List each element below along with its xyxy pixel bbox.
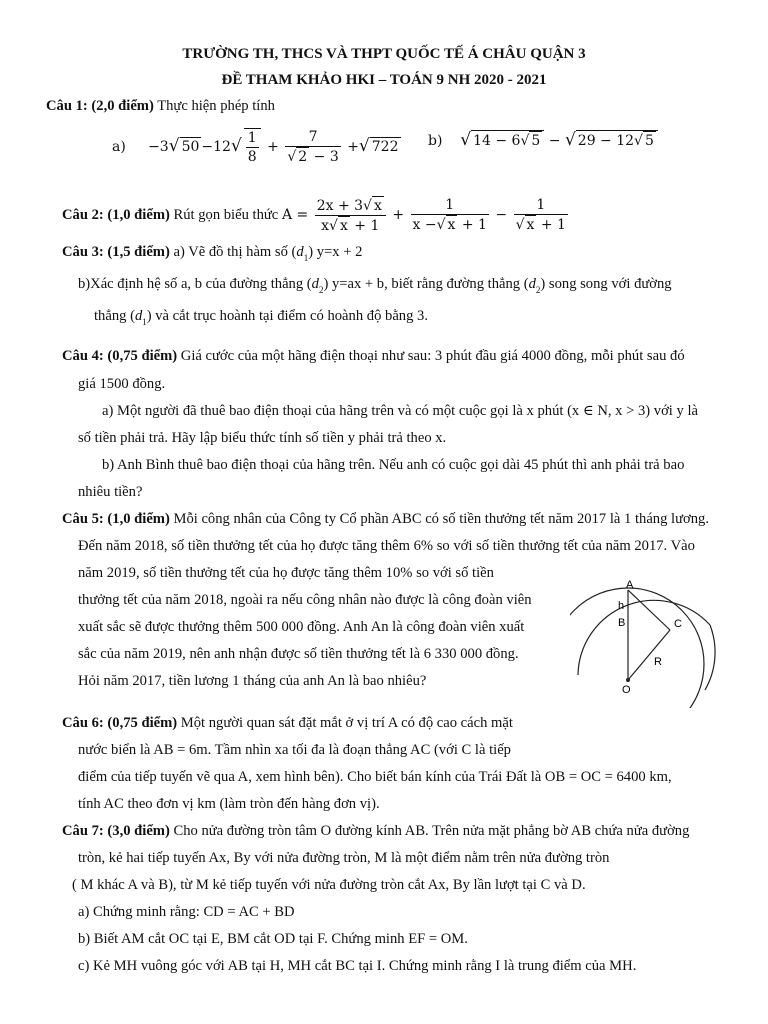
earth-tangent-figure — [570, 570, 730, 708]
q7-label: Câu 7: (3,0 điểm) — [62, 823, 170, 839]
q1a-label: a) — [112, 139, 126, 155]
q7b-line: b) Biết AM cắt OC tại E, BM cắt OD tại F. Chứng minh EF = OM. — [78, 931, 468, 947]
q1a-frac2-den: √ 2 − 3 — [287, 149, 339, 165]
q4-label-rest: : (0,75 điểm) — [98, 348, 178, 364]
q4-label-main: Câu 4 — [62, 348, 99, 364]
q3b-sub2b: 2 — [535, 285, 541, 295]
q1a-term1: −3 — [148, 139, 169, 155]
label-a: A — [626, 579, 634, 591]
q1a-frac2 — [285, 128, 340, 166]
q3b-text1: b)Xác định hệ số a, b của đường thẳng ( — [78, 276, 312, 292]
q6-label: Câu 6: (0,75 điểm) — [62, 715, 178, 731]
q3b-line1 — [78, 274, 672, 295]
q1a-frac2-den-term: − 3 — [313, 149, 339, 165]
q2-frac1 — [315, 196, 386, 235]
q7-line2: tròn, kẻ hai tiếp tuyến Ax, By với nửa đường tròn, M là một điểm nằm trên nửa đường tròn — [78, 850, 610, 866]
earth-circle-arc-left — [578, 600, 710, 675]
q3b-line2 — [94, 306, 428, 327]
q3-d1: d — [296, 244, 304, 260]
q1a-radicand3: 722 — [371, 139, 399, 155]
q2-frac3-den: √ x + 1 — [515, 217, 566, 233]
q1a-plus1: + — [267, 139, 279, 155]
exam-title: ĐỀ THAM KHẢO HKI – TOÁN 9 NH 2020 - 2021 — [221, 72, 547, 88]
sqrt-sign: √ — [460, 130, 472, 150]
q2-label-rest: : (1,0 điểm) — [98, 207, 170, 223]
q6-text1: Một người quan sát đặt mắt ở vị trí A có độ cao cách mặt — [177, 715, 513, 731]
q6-line4: tính AC theo đơn vị km (làm tròn đến hàng đơn vị). — [78, 796, 380, 812]
q3b-d2b: d — [528, 276, 536, 292]
q1a-expression — [112, 126, 401, 167]
q1-text: Thực hiện phép tính — [153, 98, 275, 114]
q3b2-text1: thẳng ( — [94, 308, 135, 324]
q5-line4: thưởng tết của năm 2018, ngoài ra nếu công nhân nào được là công đoàn viên — [78, 592, 532, 608]
q2-line — [62, 195, 570, 235]
q3b-sub2: 2 — [318, 285, 324, 295]
q1b-r2-inner: 5 — [644, 133, 654, 149]
q4b-line2: nhiêu tiền? — [78, 484, 143, 500]
q2-expression — [281, 197, 570, 234]
q4b-line1: b) Anh Bình thuê bao điện thoại của hãng trên. Nếu anh có cuộc gọi dài 45 phút thì anh phải trả bao — [102, 457, 685, 473]
q1b-expression — [428, 130, 658, 151]
q3-label: Câu 3: (1,5 điểm) — [62, 244, 170, 260]
q2-frac3 — [514, 196, 568, 234]
q1a-frac2-den-radicand: 2 — [298, 149, 308, 165]
q2-frac1-num-r: x — [373, 197, 382, 214]
q2-frac1-num-a: 2x + 3 — [316, 197, 364, 214]
school-name: TRƯỜNG TH, THCS VÀ THPT QUỐC TẾ Á CHÂU QUẬN 3 — [182, 46, 586, 62]
sqrt-sign: √ — [168, 136, 180, 156]
q4-line2: giá 1500 đồng. — [78, 376, 166, 392]
q5-line1 — [62, 509, 709, 529]
q4-label — [62, 348, 177, 364]
q1b-radicand2: 29 − 12√ 5 — [576, 130, 658, 150]
q7-text1: Cho nửa đường tròn tâm O đường kính AB. Trên nửa mặt phẳng bờ AB chứa nửa đường — [169, 823, 690, 839]
q7-line1 — [62, 821, 689, 841]
q2-plus: + — [392, 207, 405, 223]
q2-frac1-den: x√ x + 1 — [321, 217, 380, 234]
q1a-radicand1: 50 — [181, 139, 200, 155]
q2-frac2-den-a: x − — [412, 217, 437, 233]
earth-circle-arc-right — [705, 625, 715, 690]
q4a-line2: số tiền phải trả. Hãy lập biểu thức tính số tiền y phải trả theo x. — [78, 430, 447, 446]
q2-frac2-num: 1 — [411, 196, 489, 215]
q2-frac1-num: 2x + 3√ x — [315, 196, 386, 216]
q2-minus: − — [495, 207, 508, 223]
label-h: h — [618, 600, 625, 612]
q2-label — [62, 207, 170, 223]
q5-label: Câu 5: (1,0 điểm) — [62, 511, 170, 527]
q3b2-sub1: 1 — [142, 317, 147, 327]
radius-oc — [628, 630, 670, 680]
q4a-line1: a) Một người đã thuê bao điện thoại của hãng trên và có một cuộc gọi là x phút (x ∈ N, x > 3) với y là — [102, 403, 698, 419]
q3-line1 — [62, 242, 362, 263]
label-o: O — [622, 684, 631, 696]
q5-line5: xuất sắc sẽ được thưởng thêm 500 000 đồng. Anh An là công đoàn viên xuất — [78, 619, 525, 635]
q2-frac1-den-a: x — [321, 217, 330, 234]
q1b-r1-inner: 5 — [531, 133, 541, 149]
q2-frac1-den-r: x — [339, 217, 348, 234]
label-c: C — [674, 618, 682, 630]
q5-line3: năm 2019, số tiền thưởng tết của họ được tăng thêm 10% so với số tiền — [78, 565, 494, 581]
point-o — [626, 678, 630, 682]
q3b2-text2: ) và cắt trục hoành tại điểm có hoành độ bằng 3. — [146, 308, 428, 324]
q2-frac1-den-b: + 1 — [349, 217, 380, 234]
q3b-text2: ) y=ax + b, biết rằng đường thẳng ( — [323, 276, 529, 292]
q2-frac2-den-b: + 1 — [457, 217, 487, 233]
q5-line7: Hỏi năm 2017, tiền lương 1 tháng của anh An là bao nhiêu? — [78, 673, 427, 689]
sqrt-sign: √ — [358, 136, 370, 156]
q1b-r1-text: 14 − 6 — [473, 133, 521, 149]
q2-frac3-den-b: + 1 — [536, 217, 566, 233]
q5-line2: Đến năm 2018, số tiền thưởng tết của họ được tăng thêm 6% so với số tiền thưởng tết của năm 2017. Vào — [78, 538, 695, 554]
q1b-r2-text: 29 − 12 — [577, 133, 635, 149]
q7-line3: ( M khác A và B), từ M kẻ tiếp tuyến với nửa đường tròn cắt Ax, By lần lượt tại C và D. — [72, 877, 586, 893]
q6-line2: nước biển là AB = 6m. Tầm nhìn xa tối đa là đoạn thẳng AC (với C là tiếp — [78, 742, 511, 758]
q1b-label: b) — [428, 133, 443, 149]
q2-frac3-num: 1 — [514, 196, 568, 215]
q6-line3: điểm của tiếp tuyến vẽ qua A, xem hình bên). Cho biết bán kính của Trái Đất là OB = OC = 6400 km, — [78, 769, 672, 785]
q3a-text2: ) y=x + 2 — [308, 244, 363, 260]
q1a-frac1-num: 1 — [247, 130, 257, 146]
q1a-frac1 — [244, 128, 261, 166]
q5-text1: Mỗi công nhân của Công ty Cổ phần ABC có số tiền thưởng tết năm 2017 là 1 tháng lương. — [169, 511, 709, 527]
sqrt-sign: √ — [230, 136, 242, 156]
q3a-text1: a) Vẽ đồ thị hàm số ( — [169, 244, 297, 260]
q1b-minus: − — [548, 133, 561, 149]
q6-line1 — [62, 713, 513, 733]
q2-frac2 — [411, 196, 489, 234]
q3b-text3: ) song song với đường — [540, 276, 672, 292]
q4-text1: Giá cước của một hãng điện thoại như sau: 3 phút đầu giá 4000 đồng, mỗi phút sau đó — [177, 348, 685, 364]
q7c-line: c) Kẻ MH vuông góc với AB tại H, MH cắt BC tại I. Chứng minh rằng I là trung điểm của MH. — [78, 958, 637, 974]
q1a-term2: −12 — [201, 139, 231, 155]
q4-line1 — [62, 346, 685, 366]
q7a-line: a) Chứng minh rằng: CD = AC + BD — [78, 904, 295, 920]
q3b2-d1: d — [134, 308, 143, 324]
q1-heading — [46, 96, 275, 116]
tangent-ac — [628, 590, 670, 630]
q2-text: Rút gọn biểu thức — [169, 207, 282, 223]
q2-label-main: Câu 2 — [62, 207, 99, 223]
q2-frac3-den-r: x — [526, 217, 535, 233]
q1b-radicand1: 14 − 6√ 5 — [471, 130, 544, 150]
q5-line6: sắc của năm 2019, nên anh nhận được số tiền thưởng tết là 6 330 000 đồng. — [78, 646, 519, 662]
q1-label: Câu 1: (2,0 điểm) — [46, 98, 154, 114]
q3-sub1: 1 — [303, 253, 309, 263]
q1a-frac1-den: 8 — [247, 149, 257, 165]
q2-frac2-den: x −√ x + 1 — [412, 217, 487, 233]
q3b-d2: d — [311, 276, 319, 292]
q1a-plus2: + — [347, 139, 359, 155]
sqrt-sign: √ — [564, 130, 576, 150]
q1a-frac2-num: 7 — [285, 128, 340, 147]
q2-lhs: A = — [281, 207, 309, 223]
label-r: R — [654, 656, 662, 668]
q2-frac2-den-r: x — [447, 217, 456, 233]
label-b: B — [618, 617, 626, 629]
